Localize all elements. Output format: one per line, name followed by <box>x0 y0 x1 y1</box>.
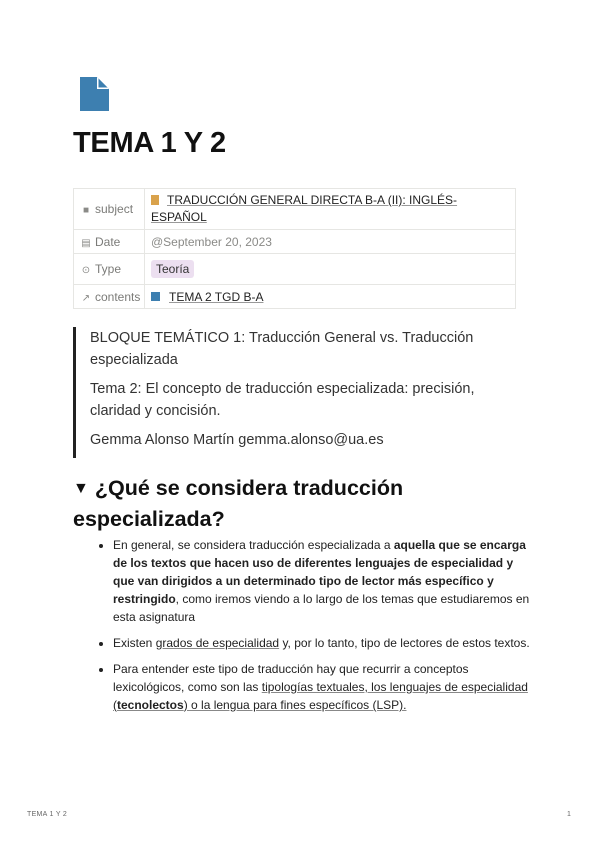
type-tag[interactable]: Teoría <box>151 260 194 278</box>
page-square-icon <box>151 292 160 301</box>
property-row-type <box>74 254 516 285</box>
property-value <box>145 189 516 230</box>
quote-line: Tema 2: El concepto de traducción especializada: precisión, claridad y concisión. <box>90 381 475 419</box>
select-icon: ⊙ <box>81 265 91 276</box>
property-value <box>145 285 516 309</box>
section-heading[interactable]: ▼ ¿Qué se considera traducción especializada? <box>73 476 404 531</box>
document-icon <box>80 77 110 111</box>
property-key: ▤ Date <box>74 230 145 254</box>
property-key: ↗ contents <box>74 285 145 309</box>
quote-line: BLOQUE TEMÁTICO 1: Traducción General vs. Traducción especializada <box>90 330 474 368</box>
property-key: ■ subject <box>74 189 145 230</box>
property-row-subject <box>74 189 516 230</box>
contents-link[interactable]: TEMA 2 TGD B-A <box>169 289 264 304</box>
bullet-list <box>95 536 533 722</box>
list-item: • Existen grados de especialidad y, por lo tanto, tipo de lectores de estos textos. <box>113 634 533 652</box>
quote-line: Gemma Alonso Martín gemma.alonso@ua.es <box>90 432 384 448</box>
subject-link[interactable]: TRADUCCIÓN GENERAL DIRECTA B-A (II): INGLÉS-ESPAÑOL <box>151 193 458 224</box>
properties-table <box>73 188 516 309</box>
subject-icon: ■ <box>82 205 90 216</box>
date-value: @September 20, 2023 <box>145 230 516 254</box>
footer-title: TEMA 1 Y 2 <box>27 811 68 818</box>
page-title: TEMA 1 Y 2 <box>73 127 226 159</box>
toggle-triangle-icon[interactable]: ▼ <box>73 480 89 497</box>
property-row-date <box>74 230 516 254</box>
relation-arrow-icon: ↗ <box>81 292 91 304</box>
property-row-contents <box>74 285 516 309</box>
list-item: • En general, se considera traducción especializada a aquella que se encarga de los textos que hacen uso de diferentes lenguajes de especialidad y que van dirigidos a un determinado tipo de lector más específico y restringido, como iremos viendo a lo largo de los temas que estudiaremos en esta asignatura <box>113 536 533 626</box>
file-icon <box>151 195 159 205</box>
property-value <box>145 254 516 285</box>
property-key: ⊙ Type <box>74 254 145 285</box>
quote-block <box>73 327 520 458</box>
page-number: 1 <box>567 811 572 818</box>
list-item: • Para entender este tipo de traducción hay que recurrir a conceptos lexicológicos, como son las tipologías textuales, los lenguajes de especialidad (tecnolectos) o la lengua para fines específicos (LSP). <box>113 660 533 714</box>
calendar-icon: ▤ <box>81 237 91 249</box>
